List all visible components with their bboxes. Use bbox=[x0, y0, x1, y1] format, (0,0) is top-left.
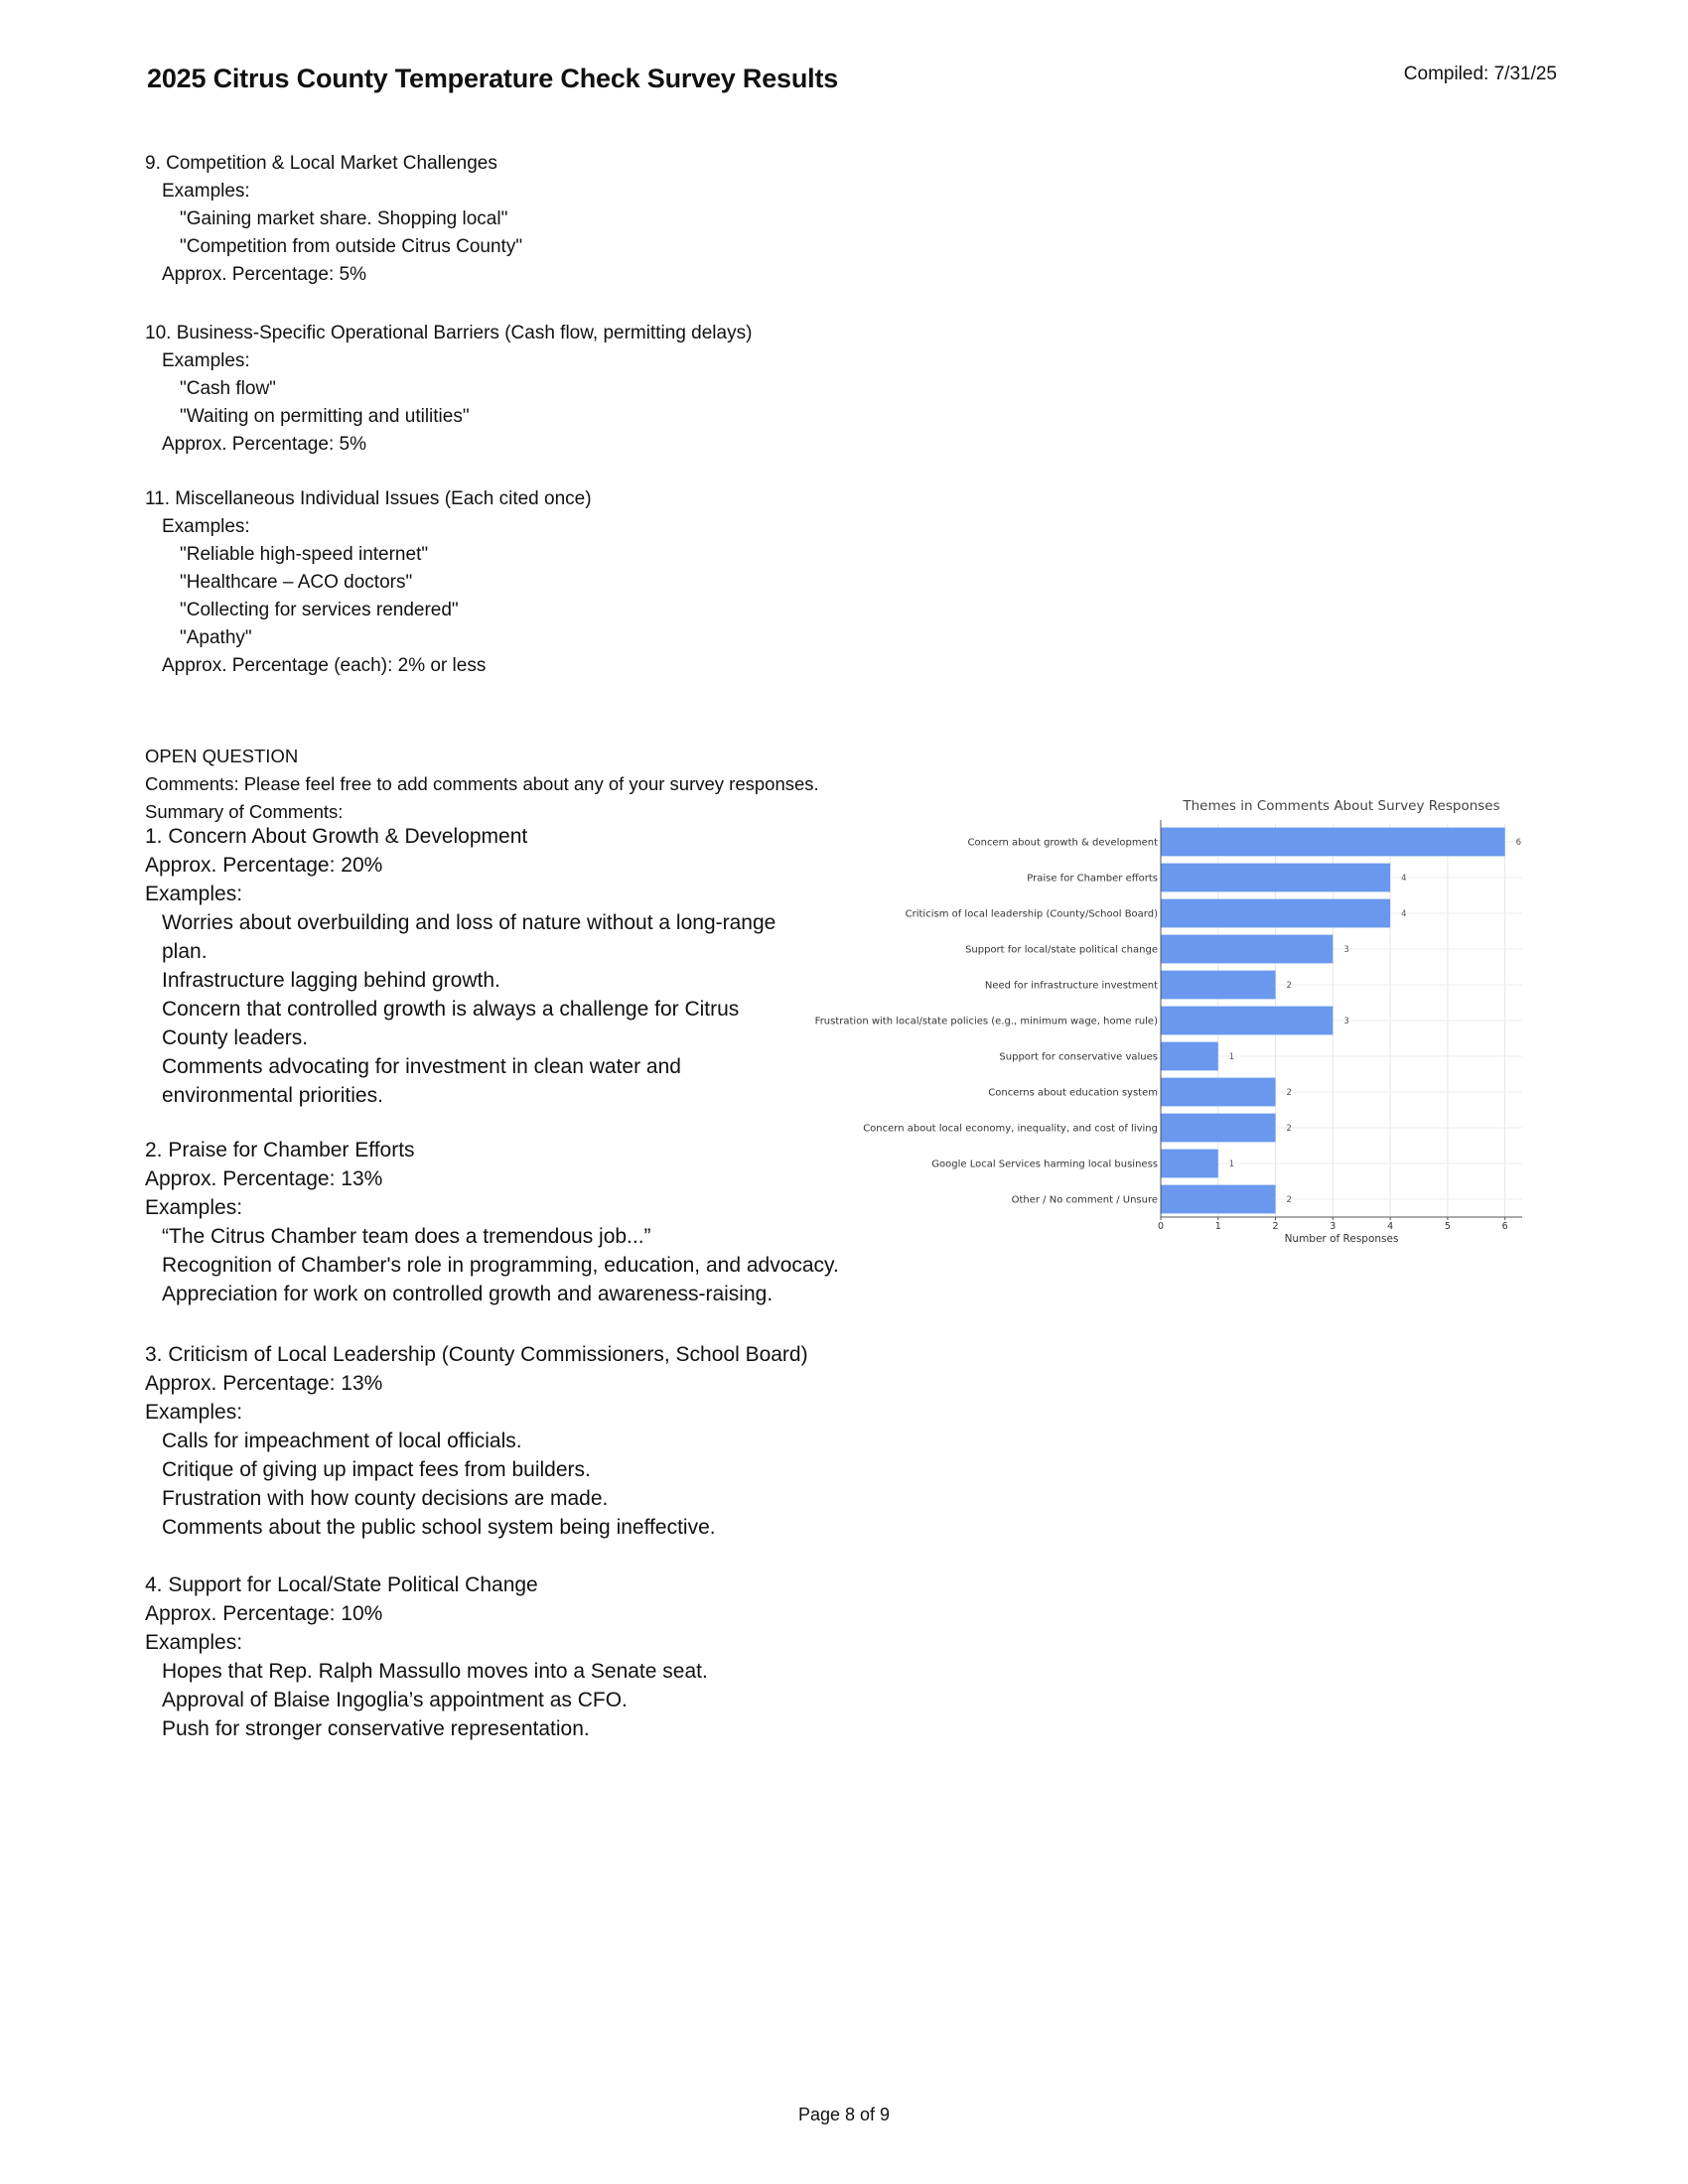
section-heading: 10. Business-Specific Operational Barriers (Cash flow, permitting delays) bbox=[145, 323, 753, 343]
example-quote: "Collecting for services rendered" bbox=[180, 600, 459, 620]
x-tick-label: 1 bbox=[1214, 1221, 1221, 1232]
theme-praise bbox=[145, 1136, 860, 1308]
theme-example: Approval of Blaise Ingoglia’s appointment as CFO. bbox=[162, 1689, 628, 1711]
section-miscellaneous bbox=[145, 485, 860, 680]
x-tick-label: 2 bbox=[1272, 1221, 1279, 1232]
examples-label: Examples: bbox=[145, 883, 243, 905]
theme-example: Appreciation for work on controlled growth and awareness-raising. bbox=[162, 1283, 774, 1305]
open-question-label: OPEN QUESTION bbox=[145, 746, 299, 766]
themes-bar-chart bbox=[802, 792, 1527, 1249]
x-tick-label: 4 bbox=[1387, 1221, 1394, 1232]
category-label: Need for infrastructure investment bbox=[984, 980, 1158, 992]
example-quote: "Apathy" bbox=[180, 627, 252, 648]
open-question bbox=[145, 743, 819, 826]
chart-title: Themes in Comments About Survey Responses bbox=[1183, 798, 1500, 814]
section-percentage: Approx. Percentage: 5% bbox=[162, 264, 366, 285]
value-label: 2 bbox=[1286, 1088, 1292, 1098]
category-label: Support for local/state political change bbox=[965, 944, 1158, 956]
theme-criticism bbox=[145, 1340, 860, 1542]
chart-svg bbox=[802, 792, 1527, 1249]
bar bbox=[1161, 1042, 1218, 1071]
theme-percentage: Approx. Percentage: 13% bbox=[145, 1372, 383, 1395]
example-quote: "Cash flow" bbox=[180, 378, 276, 399]
theme-heading: 3. Criticism of Local Leadership (County Commissioners, School Board) bbox=[145, 1343, 808, 1366]
examples-label: Examples: bbox=[162, 350, 250, 371]
value-label: 3 bbox=[1343, 945, 1349, 955]
theme-example: Calls for impeachment of local officials. bbox=[162, 1430, 522, 1452]
bar bbox=[1161, 828, 1505, 857]
theme-example: Hopes that Rep. Ralph Massullo moves into a Senate seat. bbox=[162, 1660, 708, 1683]
category-label: Concern about growth & development bbox=[967, 837, 1158, 849]
bar bbox=[1161, 1078, 1276, 1107]
value-label: 2 bbox=[1286, 981, 1292, 991]
theme-heading: 2. Praise for Chamber Efforts bbox=[145, 1139, 415, 1161]
category-label: Concerns about education system bbox=[988, 1087, 1158, 1099]
bar bbox=[1161, 971, 1276, 1000]
examples-label: Examples: bbox=[145, 1631, 243, 1654]
theme-percentage: Approx. Percentage: 20% bbox=[145, 854, 383, 877]
theme-example: Infrastructure lagging behind growth. bbox=[162, 969, 500, 992]
value-label: 2 bbox=[1286, 1124, 1292, 1134]
theme-percentage: Approx. Percentage: 10% bbox=[145, 1602, 383, 1625]
x-tick-label: 5 bbox=[1444, 1221, 1451, 1232]
bar bbox=[1161, 864, 1390, 892]
theme-example: Push for stronger conservative representation. bbox=[162, 1717, 590, 1740]
examples-label: Examples: bbox=[162, 181, 250, 202]
x-tick-label: 3 bbox=[1330, 1221, 1336, 1232]
section-competition bbox=[145, 150, 860, 289]
theme-example: Worries about overbuilding and loss of nature without a long-range plan. bbox=[162, 911, 776, 963]
theme-example: Comments about the public school system being ineffective. bbox=[162, 1516, 716, 1539]
theme-heading: 1. Concern About Growth & Development bbox=[145, 825, 528, 848]
bar bbox=[1161, 1150, 1218, 1178]
value-label: 4 bbox=[1401, 874, 1407, 884]
theme-example: Critique of giving up impact fees from builders. bbox=[162, 1458, 591, 1481]
theme-heading: 4. Support for Local/State Political Change bbox=[145, 1573, 538, 1596]
example-quote: "Reliable high-speed internet" bbox=[180, 544, 429, 565]
section-heading: 11. Miscellaneous Individual Issues (Each cited once) bbox=[145, 488, 592, 509]
page-number: Page 8 of 9 bbox=[797, 2105, 891, 2124]
examples-label: Examples: bbox=[145, 1401, 243, 1424]
value-label: 2 bbox=[1286, 1195, 1292, 1205]
category-label: Support for conservative values bbox=[999, 1051, 1158, 1063]
value-label: 1 bbox=[1228, 1160, 1235, 1169]
bar bbox=[1161, 899, 1390, 928]
page-title: 2025 Citrus County Temperature Check Survey Results bbox=[147, 64, 839, 93]
bar bbox=[1161, 1114, 1276, 1143]
compiled-date: Compiled: 7/31/25 bbox=[1403, 64, 1557, 84]
section-heading: 9. Competition & Local Market Challenges bbox=[145, 153, 497, 174]
theme-growth bbox=[145, 822, 790, 1110]
theme-example: Concern that controlled growth is always a challenge for Citrus County leaders. bbox=[162, 998, 740, 1049]
value-label: 6 bbox=[1515, 838, 1522, 848]
examples-label: Examples: bbox=[162, 516, 250, 537]
section-percentage: Approx. Percentage (each): 2% or less bbox=[162, 655, 487, 676]
category-label: Frustration with local/state policies (e.g., minimum wage, home rule) bbox=[814, 1016, 1158, 1027]
category-label: Concern about local economy, inequality, and cost of living bbox=[863, 1123, 1158, 1135]
value-label: 1 bbox=[1228, 1052, 1235, 1062]
bar bbox=[1161, 935, 1333, 964]
open-question-prompt: Comments: Please feel free to add comments about any of your survey responses. bbox=[145, 773, 819, 794]
theme-political-change bbox=[145, 1570, 860, 1743]
x-axis-label: Number of Responses bbox=[1284, 1233, 1399, 1245]
theme-example: Recognition of Chamber's role in programming, education, and advocacy. bbox=[162, 1254, 839, 1277]
bar bbox=[1161, 1185, 1276, 1214]
value-label: 3 bbox=[1343, 1017, 1349, 1026]
examples-label: Examples: bbox=[145, 1196, 243, 1219]
example-quote: "Competition from outside Citrus County" bbox=[180, 236, 523, 257]
category-label: Praise for Chamber efforts bbox=[1027, 873, 1158, 885]
value-label: 4 bbox=[1401, 909, 1407, 919]
section-operational-barriers bbox=[145, 320, 860, 459]
example-quote: "Waiting on permitting and utilities" bbox=[180, 406, 470, 427]
x-tick-label: 0 bbox=[1157, 1221, 1165, 1232]
theme-example: Comments advocating for investment in clean water and environmental priorities. bbox=[162, 1055, 681, 1107]
bar bbox=[1161, 1007, 1333, 1035]
theme-example: Frustration with how county decisions are made. bbox=[162, 1487, 609, 1510]
x-tick-label: 6 bbox=[1501, 1221, 1508, 1232]
category-label: Other / No comment / Unsure bbox=[1011, 1194, 1158, 1206]
example-quote: "Healthcare – ACO doctors" bbox=[180, 572, 413, 593]
section-percentage: Approx. Percentage: 5% bbox=[162, 434, 366, 455]
example-quote: "Gaining market share. Shopping local" bbox=[180, 208, 508, 229]
theme-percentage: Approx. Percentage: 13% bbox=[145, 1167, 383, 1190]
category-label: Google Local Services harming local business bbox=[931, 1159, 1158, 1170]
summary-label: Summary of Comments: bbox=[145, 801, 344, 822]
category-label: Criticism of local leadership (County/School Board) bbox=[905, 908, 1158, 920]
theme-example: “The Citrus Chamber team does a tremendous job...” bbox=[162, 1225, 651, 1248]
